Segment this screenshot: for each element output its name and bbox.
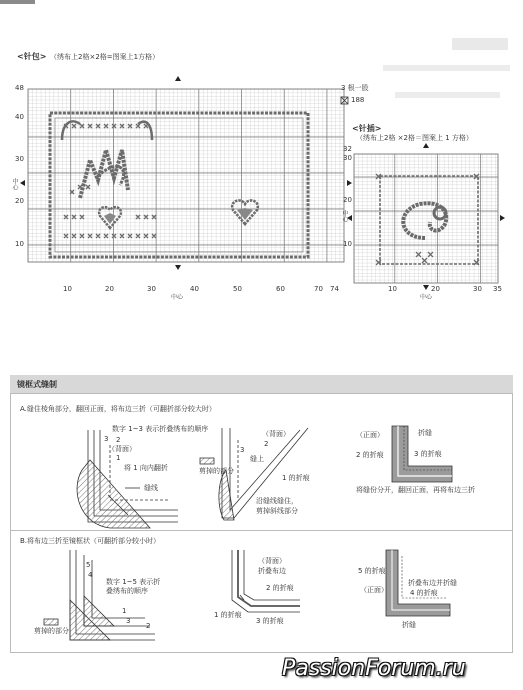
b3-fold-seam: 折缝 bbox=[402, 621, 416, 629]
center-marker-top bbox=[175, 76, 181, 81]
a1-n2: 2 bbox=[116, 436, 121, 444]
a2-sew-note2: 剪掉斜线部分 bbox=[256, 507, 298, 515]
section-header bbox=[10, 375, 513, 393]
b2-crease2: 2 的折痕 bbox=[266, 584, 294, 592]
a1-fold-in: 将 1 向内翻折 bbox=[124, 464, 168, 472]
a1-seam: 缝线 bbox=[144, 484, 158, 492]
a1-n1: 1 bbox=[116, 454, 121, 462]
center-label-x: 中心 bbox=[171, 294, 184, 301]
y-tick: 20 bbox=[343, 196, 352, 204]
panel-b-title: B.将布边三折至镜框状（可翻折部分较小时） bbox=[20, 537, 161, 545]
b3-front: （正面） bbox=[360, 586, 388, 594]
a2-seam: 缝上 bbox=[250, 455, 264, 463]
y-tick: 48 bbox=[15, 84, 24, 92]
b1-n3: 3 bbox=[126, 617, 131, 625]
x-tick: 70 bbox=[314, 285, 323, 293]
symbol-note: 188 bbox=[351, 96, 365, 104]
needle-center-label-y: 中心 bbox=[341, 210, 348, 222]
panel-a-title: A.缝住棱角部分，翻回正面，将布边三折（可翻折部分较大时） bbox=[20, 405, 216, 413]
pincushion-grid bbox=[28, 89, 344, 262]
b2-fold-edge: 折叠布边 bbox=[258, 567, 286, 575]
section-title: 镜框式缝制 bbox=[17, 380, 57, 389]
needle-case-title: <针插> bbox=[352, 124, 382, 133]
y-tick: 32 bbox=[343, 145, 352, 153]
y-tick: 10 bbox=[343, 240, 352, 248]
a2-cut: 剪掉的部分 bbox=[199, 467, 234, 475]
needle-case-grid bbox=[354, 154, 498, 283]
b2-crease3: 3 的折痕 bbox=[256, 617, 284, 625]
x-tick: 50 bbox=[233, 285, 242, 293]
a1-note: 数字 1~3 表示折叠绣布的顺序 bbox=[112, 425, 209, 433]
b2-crease1: 1 的折痕 bbox=[214, 611, 242, 619]
b1-n4: 4 bbox=[88, 571, 93, 579]
x-tick: 40 bbox=[190, 285, 199, 293]
a3-crease2: 2 的折痕 bbox=[356, 451, 384, 459]
a2-sew-note1: 沿缝线缝住， bbox=[256, 497, 298, 505]
a3-crease3: 3 的折痕 bbox=[414, 450, 442, 458]
x-tick: 60 bbox=[276, 285, 285, 293]
x-tick: 20 bbox=[431, 285, 440, 293]
thread-note: 3 根一股 bbox=[341, 84, 369, 92]
a2-crease: 1 的折痕 bbox=[282, 474, 310, 482]
a2-back: （背面） bbox=[262, 430, 290, 438]
center-label-y: 中心 bbox=[11, 178, 18, 190]
b1-n2: 2 bbox=[146, 622, 151, 630]
x-tick: 30 bbox=[147, 285, 156, 293]
x-tick: 10 bbox=[388, 285, 397, 293]
b1-note1: 数字 1~5 表示折 bbox=[106, 578, 161, 586]
pincushion-subtitle: （绣布上2格×2格=图案上1方格） bbox=[50, 53, 160, 61]
x-tick: 30 bbox=[473, 285, 482, 293]
y-tick: 30 bbox=[15, 155, 24, 163]
b1-note2: 叠绣布的顺序 bbox=[106, 587, 148, 595]
y-tick: 20 bbox=[15, 197, 24, 205]
pincushion-title: <针包> bbox=[17, 52, 47, 61]
b1-n1: 1 bbox=[122, 607, 127, 615]
a1-n3: 3 bbox=[104, 435, 109, 443]
needle-center-label-x: 中心 bbox=[420, 294, 433, 301]
needle-case-subtitle: （绣布上2格 ×2格＝图案上 1 方格） bbox=[356, 134, 473, 142]
a2-n3: 3 bbox=[240, 446, 245, 454]
x-tick: 20 bbox=[105, 285, 114, 293]
x-tick: 74 bbox=[330, 285, 339, 293]
a3-front: （正面） bbox=[356, 431, 384, 439]
x-tick: 10 bbox=[63, 285, 72, 293]
x-tick: 35 bbox=[493, 285, 502, 293]
b3-crease4: 4 的折痕 bbox=[410, 589, 438, 597]
b1-n5: 5 bbox=[86, 561, 91, 569]
watermark: PassionForum.ru bbox=[282, 656, 466, 681]
a3-note: 将缝份分开，翻回正面，再将布边三折 bbox=[356, 486, 475, 494]
b1-cut: 剪掉的部分 bbox=[34, 627, 69, 635]
a2-n2: 2 bbox=[264, 440, 269, 448]
y-tick: 40 bbox=[15, 113, 24, 121]
a1-back: （背面） bbox=[108, 445, 136, 453]
b2-back: （背面） bbox=[258, 557, 286, 565]
a3-fold-seam: 折缝 bbox=[418, 429, 432, 437]
y-tick: 30 bbox=[343, 154, 352, 162]
y-tick: 10 bbox=[15, 240, 24, 248]
b3-fold-stitch: 折叠布边并折缝 bbox=[408, 579, 457, 587]
b3-crease5: 5 的折痕 bbox=[358, 567, 386, 575]
